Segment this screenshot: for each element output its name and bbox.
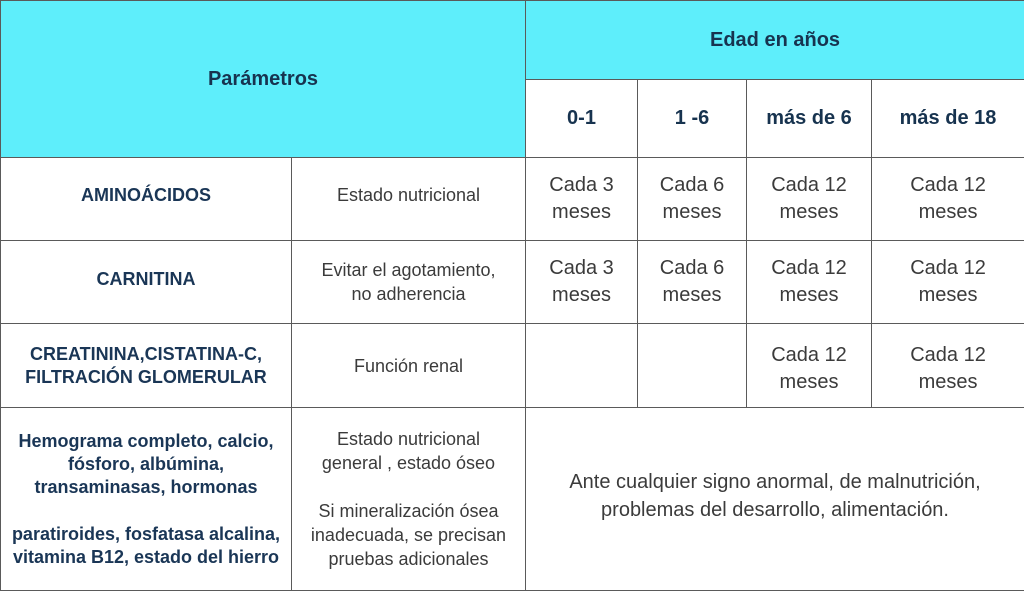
desc-estado-oseo-part-1: Estado nutricional general , estado óseo <box>321 429 496 473</box>
table-row <box>1 408 1024 591</box>
desc-funcion-renal: Función renal <box>292 324 526 408</box>
freq-cell: Cada 12 meses <box>747 241 872 324</box>
freq-cell: Cada 3 meses <box>526 241 638 324</box>
freq-cell: Cada 12 meses <box>747 324 872 408</box>
param-creatinina: CREATININA,CISTATINA-C, FILTRACIÓN GLOMERULAR <box>1 324 292 408</box>
freq-cell: Cada 12 meses <box>872 158 1024 241</box>
freq-cell: Cada 6 meses <box>638 158 747 241</box>
param-aminoacidos: AMINOÁCIDOS <box>1 158 292 241</box>
desc-estado-oseo-part-2: Si mineralización ósea inadecuada, se precisan pruebas adicionales <box>310 501 507 569</box>
table-row <box>1 158 1024 241</box>
param-hemograma-part-1: Hemograma completo, calcio, fósforo, albúmina, transaminasas, hormonas <box>18 430 274 497</box>
freq-cell: Cada 12 meses <box>747 158 872 241</box>
table-row <box>1 324 1024 408</box>
freq-cell: Cada 3 meses <box>526 158 638 241</box>
age-col-mas-6: más de 6 <box>747 80 872 158</box>
desc-estado-oseo <box>292 408 526 591</box>
desc-carnitina: Evitar el agotamiento, no adherencia <box>292 241 526 324</box>
freq-cell-empty <box>638 324 747 408</box>
table-row <box>1 241 1024 324</box>
header-parametros: Parámetros <box>1 1 526 158</box>
age-col-0-1: 0-1 <box>526 80 638 158</box>
freq-cell: Cada 12 meses <box>872 241 1024 324</box>
freq-cell: Cada 12 meses <box>872 324 1024 408</box>
age-col-mas-18: más de 18 <box>872 80 1024 158</box>
desc-aminoacidos: Estado nutricional <box>292 158 526 241</box>
param-hemograma-part-2: paratiroides, fosfatasa alcalina, vitamina B12, estado del hierro <box>11 523 281 567</box>
freq-cell: Cada 6 meses <box>638 241 747 324</box>
age-col-1-6: 1 -6 <box>638 80 747 158</box>
freq-cell-empty <box>526 324 638 408</box>
param-hemograma <box>1 408 292 591</box>
param-carnitina: CARNITINA <box>1 241 292 324</box>
header-edad: Edad en años <box>526 1 1024 80</box>
note-signo-anormal: Ante cualquier signo anormal, de malnutrición, problemas del desarrollo, alimentación. <box>526 408 1024 591</box>
